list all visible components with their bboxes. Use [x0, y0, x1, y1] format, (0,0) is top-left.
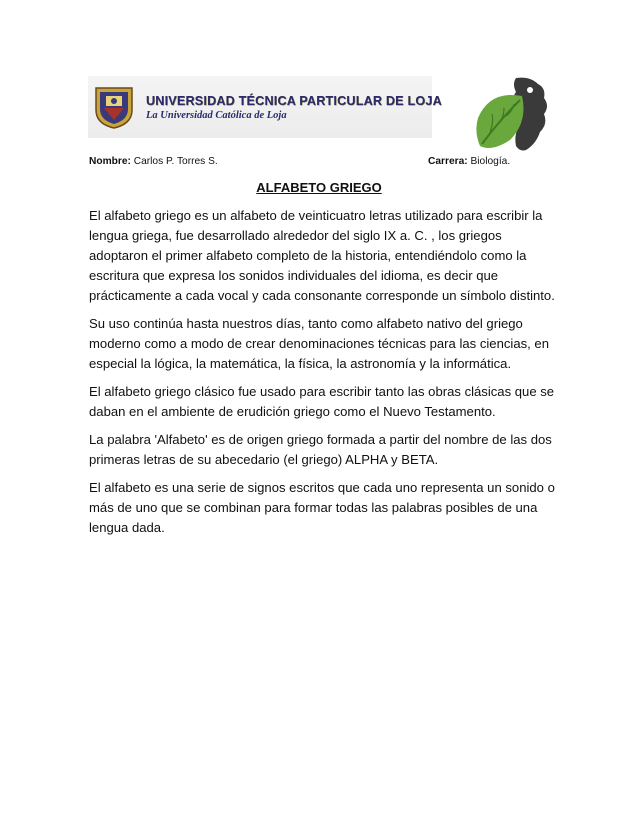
paragraph: El alfabeto griego clásico fue usado para escribir tanto las obras clásicas que se daban en el ambiente de erudición griego como el Nuevo Testamento.	[89, 384, 555, 419]
paragraph: El alfabeto es una serie de signos escritos que cada uno representa un sonido o más de uno que se combinan para formar todas las palabras posibles de una lengua dada.	[89, 480, 555, 535]
career-value: Biología.	[470, 156, 511, 167]
university-banner	[88, 76, 442, 138]
leaf-map-logo-icon	[470, 74, 556, 154]
name-value: Carlos P. Torres S.	[133, 156, 218, 167]
paragraph: Su uso continúa hasta nuestros días, tanto como alfabeto nativo del griego moderno como a modo de crear denominaciones técnicas para las ciencias, en especial la lógica, la matemática, la física, la astronomía y la informática.	[89, 316, 549, 371]
university-name: UNIVERSIDAD TÉCNICA PARTICULAR DE LOJA	[146, 94, 442, 108]
university-crest-icon	[92, 84, 136, 130]
document-body	[89, 206, 557, 546]
university-motto: La Universidad Católica de Loja	[146, 110, 287, 121]
student-name-line	[89, 156, 218, 167]
paragraph: La palabra 'Alfabeto' es de origen griego formada a partir del nombre de las dos primeras letras de su abecedario (el griego) ALPHA y BETA.	[89, 432, 552, 467]
name-label: Nombre:	[89, 156, 131, 167]
career-line	[428, 156, 510, 167]
career-label: Carrera:	[428, 156, 468, 167]
paragraph: El alfabeto griego es un alfabeto de veinticuatro letras utilizado para escribir la lengua griega, fue desarrollado alrededor del siglo IX a. C. , los griegos adoptaron el primer alfabeto completo de la historia, entendiéndolo como la escritura que expresa los sonidos individuales del idioma, es decir que prácticamente a cada vocal y cada consonante corresponde un símbolo distinto.	[89, 208, 555, 303]
document-title: ALFABETO GRIEGO	[256, 180, 382, 195]
